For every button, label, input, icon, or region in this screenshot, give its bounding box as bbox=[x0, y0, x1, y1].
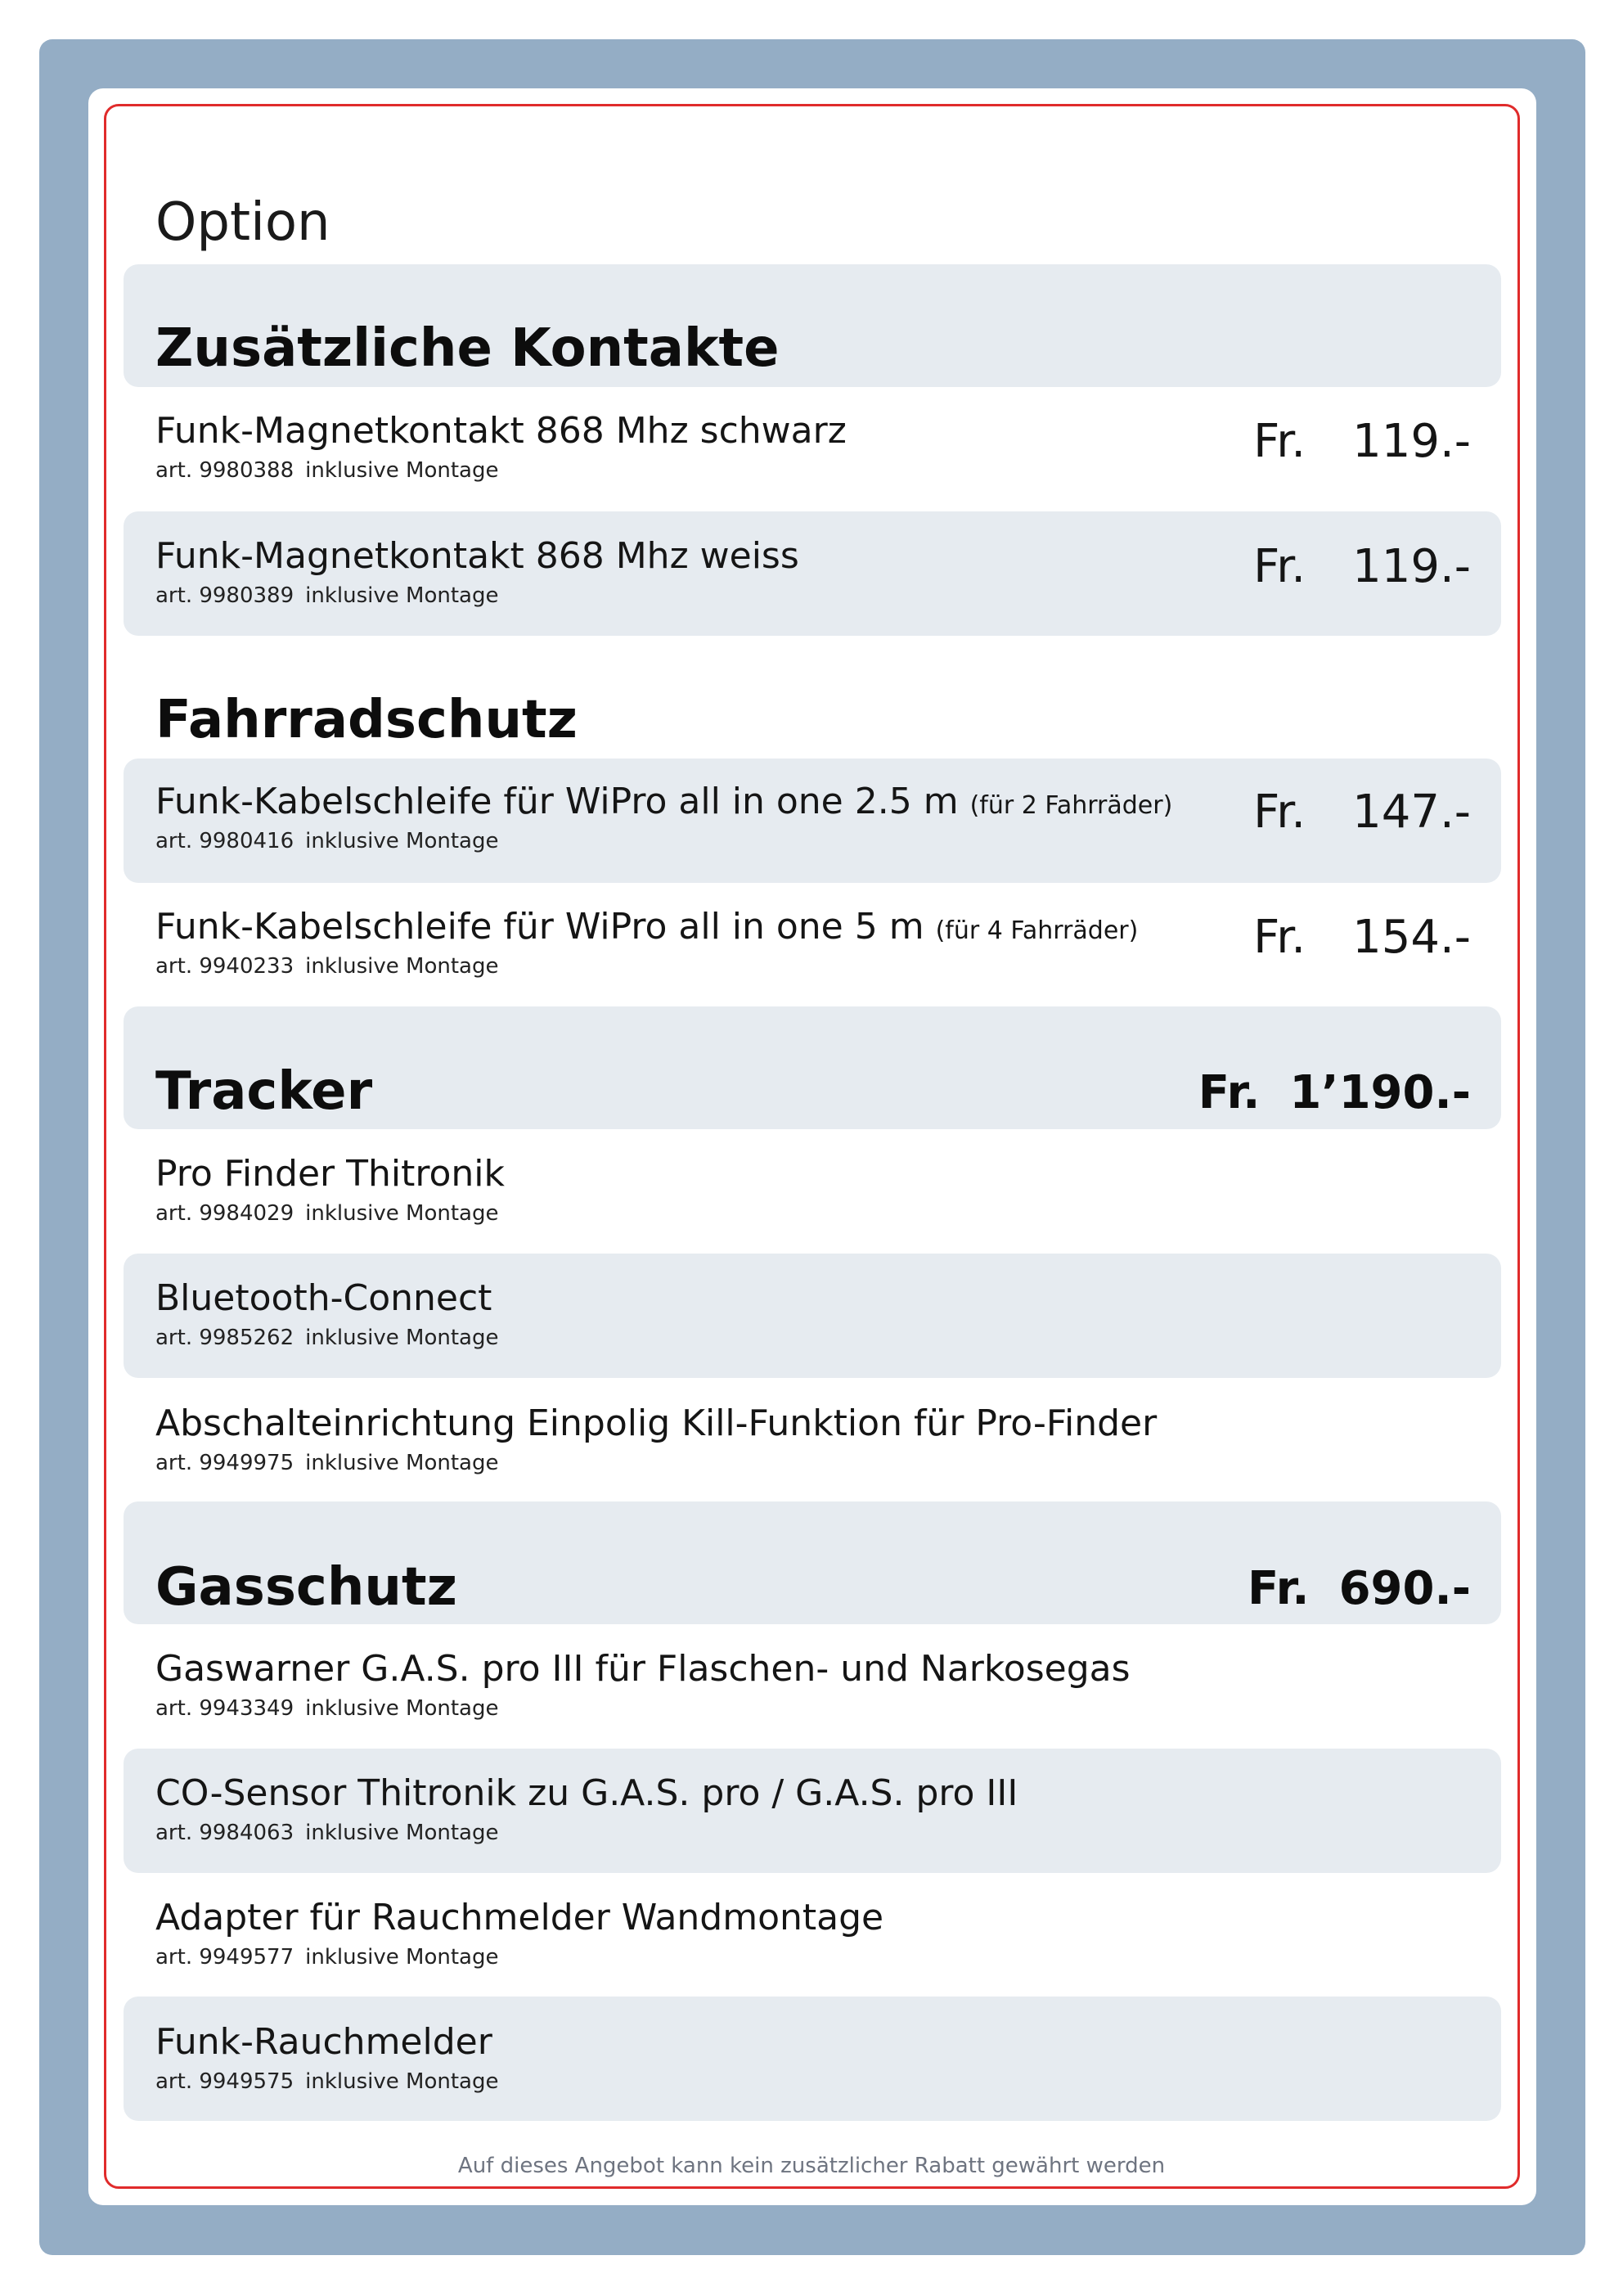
item-article: art. 9984029 inklusive Montage bbox=[155, 1201, 499, 1226]
item-article: art. 9980416 inklusive Montage bbox=[155, 829, 499, 853]
item-price: Fr. 154.- bbox=[1253, 911, 1471, 964]
item-article: art. 9980389 inklusive Montage bbox=[155, 583, 499, 608]
item-name: CO-Sensor Thitronik zu G.A.S. pro / G.A.S. pro III bbox=[155, 1772, 1018, 1814]
list-item bbox=[155, 411, 1471, 493]
list-item bbox=[155, 1898, 1471, 1979]
item-name: Abschalteinrichtung Einpolig Kill-Funktion für Pro-Finder bbox=[155, 1402, 1158, 1444]
footer-note: Auf dieses Angebot kann kein zusätzlicher Rabatt gewährt werden bbox=[457, 2154, 1166, 2178]
list-item bbox=[155, 2022, 1471, 2104]
item-article: art. 9980388 inklusive Montage bbox=[155, 458, 499, 483]
section-price-tracker: Fr. 1’190.- bbox=[1198, 1066, 1471, 1119]
item-name: Funk-Magnetkontakt 868 Mhz schwarz bbox=[155, 410, 847, 452]
item-price: Fr. 147.- bbox=[1253, 786, 1471, 839]
item-name: Adapter für Rauchmelder Wandmontage bbox=[155, 1897, 884, 1938]
item-name: Funk-Magnetkontakt 868 Mhz weiss bbox=[155, 535, 799, 577]
item-name: Gaswarner G.A.S. pro III für Flaschen- und Narkosegas bbox=[155, 1648, 1131, 1690]
list-item bbox=[155, 1403, 1471, 1485]
item-article: art. 9984063 inklusive Montage bbox=[155, 1821, 499, 1845]
list-item bbox=[155, 1154, 1471, 1236]
item-article: art. 9949575 inklusive Montage bbox=[155, 2069, 499, 2094]
list-item bbox=[155, 781, 1471, 863]
list-item bbox=[155, 536, 1471, 618]
item-name: Funk-Rauchmelder bbox=[155, 2021, 492, 2063]
list-item bbox=[155, 1773, 1471, 1855]
item-article: art. 9985262 inklusive Montage bbox=[155, 1326, 499, 1350]
item-price: Fr. 119.- bbox=[1253, 540, 1471, 593]
section-title-gasschutz: Gasschutz bbox=[155, 1557, 457, 1618]
section-price-gasschutz: Fr. 690.- bbox=[1248, 1562, 1471, 1615]
item-name: Funk-Kabelschleife für WiPro all in one 5 m (für 4 Fahrräder) bbox=[155, 906, 1139, 948]
list-item bbox=[155, 907, 1471, 988]
list-item bbox=[155, 1649, 1471, 1731]
item-article: art. 9949577 inklusive Montage bbox=[155, 1945, 499, 1970]
item-article: art. 9943349 inklusive Montage bbox=[155, 1696, 499, 1721]
item-name: Bluetooth-Connect bbox=[155, 1277, 492, 1319]
list-item bbox=[155, 1278, 1471, 1360]
section-title-fahrradschutz: Fahrradschutz bbox=[155, 690, 578, 750]
item-price: Fr. 119.- bbox=[1253, 415, 1471, 468]
item-name: Pro Finder Thitronik bbox=[155, 1153, 505, 1195]
section-title-tracker: Tracker bbox=[155, 1061, 373, 1122]
item-article: art. 9949975 inklusive Montage bbox=[155, 1451, 499, 1475]
item-name: Funk-Kabelschleife für WiPro all in one 2.5 m (für 2 Fahrräder) bbox=[155, 781, 1173, 822]
item-article: art. 9940233 inklusive Montage bbox=[155, 954, 499, 979]
page-title: Option bbox=[155, 192, 330, 253]
section-title-kontakte: Zusätzliche Kontakte bbox=[155, 318, 780, 379]
